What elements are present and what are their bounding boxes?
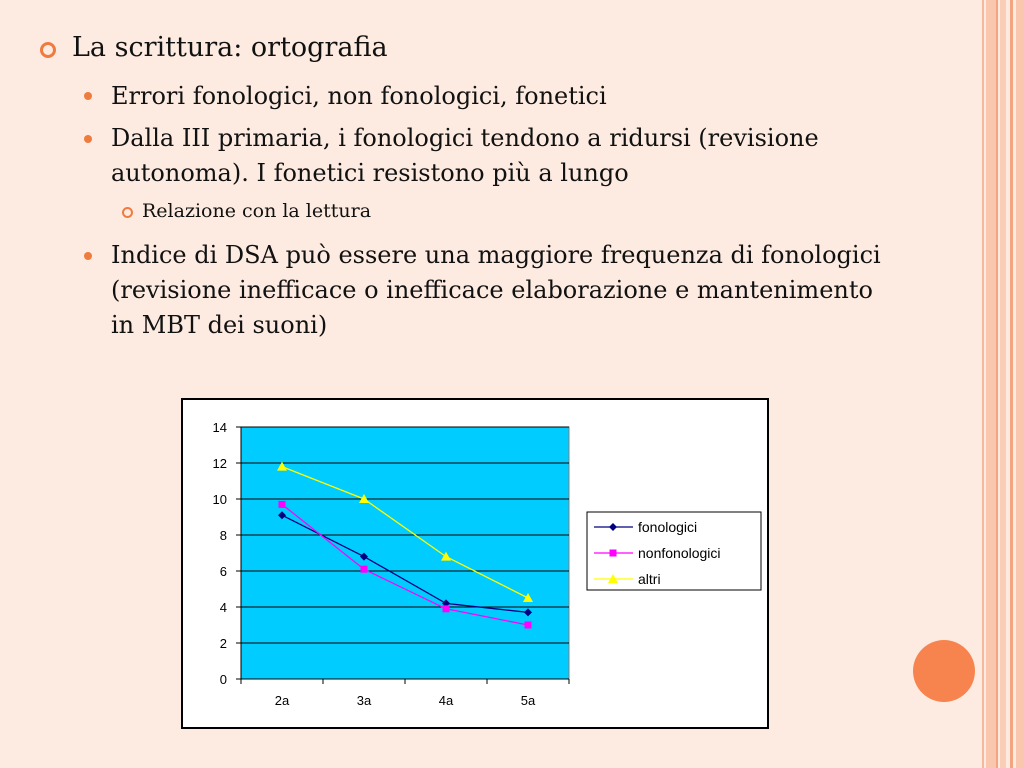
line-chart bbox=[183, 400, 767, 727]
slide-heading: La scrittura: ortografia bbox=[72, 32, 388, 63]
y-tick-label: 14 bbox=[212, 420, 227, 435]
y-tick-label: 0 bbox=[219, 672, 227, 687]
border-stripe bbox=[1000, 0, 1006, 768]
y-tick-label: 6 bbox=[219, 564, 227, 579]
x-tick-label: 4a bbox=[438, 693, 454, 708]
data-point-nonfonologici bbox=[279, 501, 286, 508]
dot-bullet-icon bbox=[84, 92, 92, 100]
legend-label: nonfonologici bbox=[638, 545, 721, 561]
data-point-nonfonologici bbox=[361, 566, 368, 573]
dot-bullet-icon bbox=[84, 252, 92, 260]
border-stripe bbox=[986, 0, 996, 768]
sub-bullet-text: Relazione con la lettura bbox=[142, 200, 372, 222]
y-tick-label: 8 bbox=[219, 528, 227, 543]
y-tick-label: 10 bbox=[212, 492, 227, 507]
dot-bullet-icon bbox=[84, 135, 92, 143]
border-stripe bbox=[1010, 0, 1013, 768]
border-stripe bbox=[1016, 0, 1024, 768]
border-stripe bbox=[996, 0, 998, 768]
x-tick-label: 3a bbox=[356, 693, 372, 708]
legend-label: fonologici bbox=[638, 519, 698, 535]
y-tick-label: 12 bbox=[212, 456, 227, 471]
data-point-nonfonologici bbox=[443, 605, 450, 612]
bullet-text: autonoma). I fonetici resistono più a lungo bbox=[111, 159, 629, 187]
y-tick-label: 2 bbox=[219, 636, 227, 651]
bullet-text: Indice di DSA può essere una maggiore frequenza di fonologici bbox=[111, 241, 881, 269]
ring-bullet-icon bbox=[122, 207, 133, 218]
legend-label: altri bbox=[638, 571, 661, 587]
border-stripe bbox=[982, 0, 984, 768]
bullet-text: (revisione inefficace o inefficace elaborazione e mantenimento bbox=[111, 276, 873, 304]
legend-marker-nonfonologici bbox=[610, 550, 617, 557]
ring-bullet-icon bbox=[40, 42, 56, 58]
bullet-text: Errori fonologici, non fonologici, fonetici bbox=[111, 82, 607, 110]
x-tick-label: 2a bbox=[274, 693, 290, 708]
plot-area bbox=[241, 427, 569, 679]
data-point-nonfonologici bbox=[525, 622, 532, 629]
y-tick-label: 4 bbox=[219, 600, 227, 615]
bullet-text: in MBT dei suoni) bbox=[111, 311, 328, 339]
bullet-text: Dalla III primaria, i fonologici tendono a ridursi (revisione bbox=[111, 124, 819, 152]
decorative-circle bbox=[913, 640, 975, 702]
chart-frame bbox=[181, 398, 769, 729]
x-tick-label: 5a bbox=[520, 693, 536, 708]
